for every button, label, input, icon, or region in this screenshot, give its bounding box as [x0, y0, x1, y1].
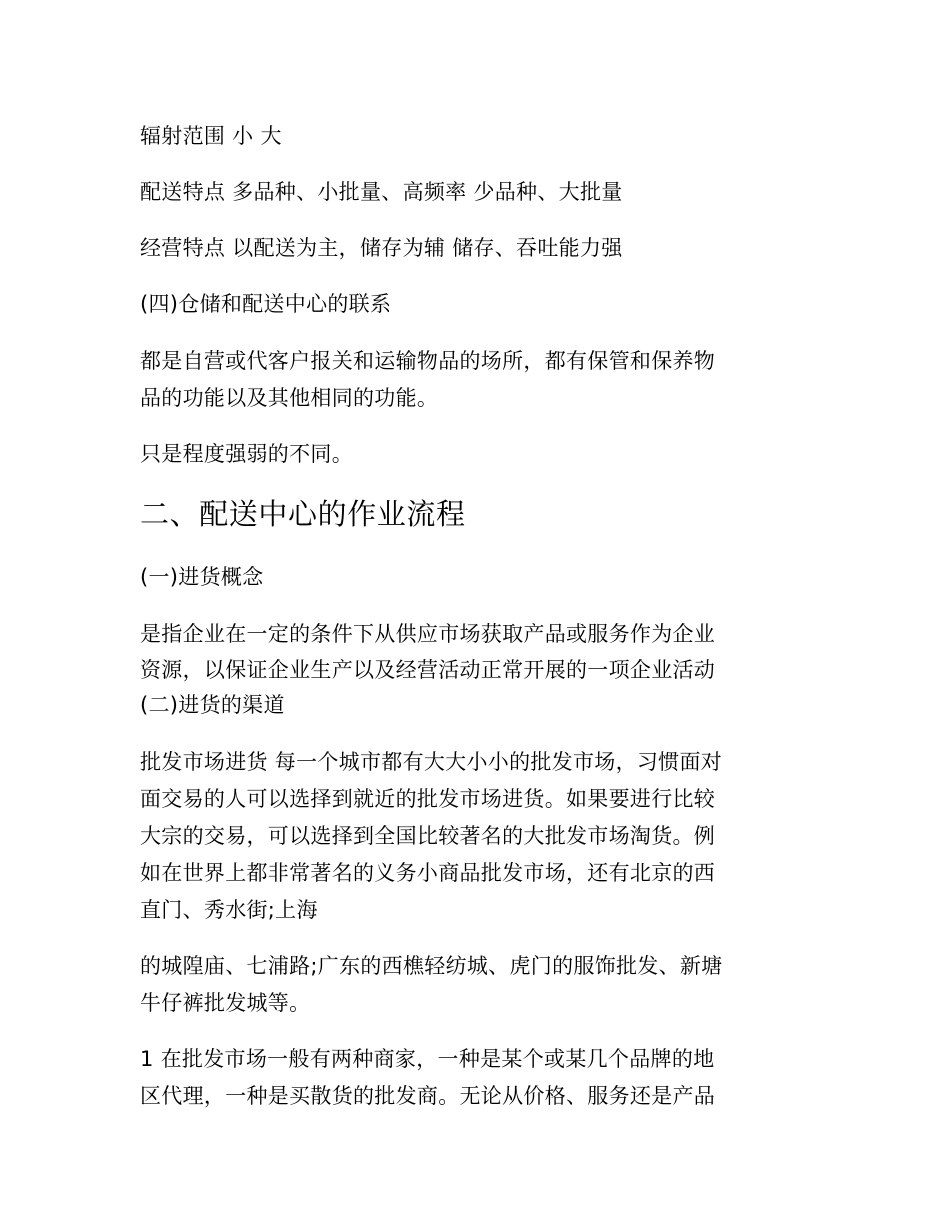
text-line: 1 在批发市场一般有两种商家，一种是某个或某几个品牌的地 [140, 1047, 715, 1071]
text-line: 辐射范围 小 大 [140, 124, 282, 148]
text-line: 经营特点 以配送为主，储存为辅 储存、吞吐能力强 [140, 236, 623, 260]
chapter-heading: 二、配送中心的作业流程 [140, 497, 466, 531]
section-heading: (四)仓储和配送中心的联系 [140, 292, 392, 316]
text-line: 配送特点 多品种、小批量、高频率 少品种、大批量 [140, 180, 623, 204]
text-line: 直门、秀水街;上海 [140, 898, 318, 922]
text-line: 资源，以保证企业生产以及经营活动正常开展的一项企业活动 [140, 658, 716, 682]
section-heading: (二)进货的渠道 [140, 693, 285, 717]
text-line: 区代理，一种是买散货的批发商。无论从价格、服务还是产品 [140, 1084, 716, 1108]
text-line: 面交易的人可以选择到就近的批发市场进货。如果要进行比较 [140, 787, 716, 811]
section-heading: (一)进货概念 [140, 565, 264, 589]
text-line: 是指企业在一定的条件下从供应市场获取产品或服务作为企业 [140, 622, 716, 646]
text-line: 批发市场进货 每一个城市都有大大小小的批发市场，习惯面对 [140, 750, 723, 774]
text-line: 如在世界上都非常著名的义务小商品批发市场，还有北京的西 [140, 861, 716, 885]
text-line: 的城隍庙、七浦路;广东的西樵轻纺城、虎门的服饰批发、新塘 [140, 954, 723, 978]
text-line: 大宗的交易，可以选择到全国比较著名的大批发市场淘货。例 [140, 824, 716, 848]
text-line: 品的功能以及其他相同的功能。 [140, 386, 439, 410]
text-line: 只是程度强弱的不同。 [140, 442, 353, 466]
text-line: 牛仔裤批发城等。 [140, 991, 311, 1015]
text-line: 都是自营或代客户报关和运输物品的场所，都有保管和保养物 [140, 349, 716, 373]
